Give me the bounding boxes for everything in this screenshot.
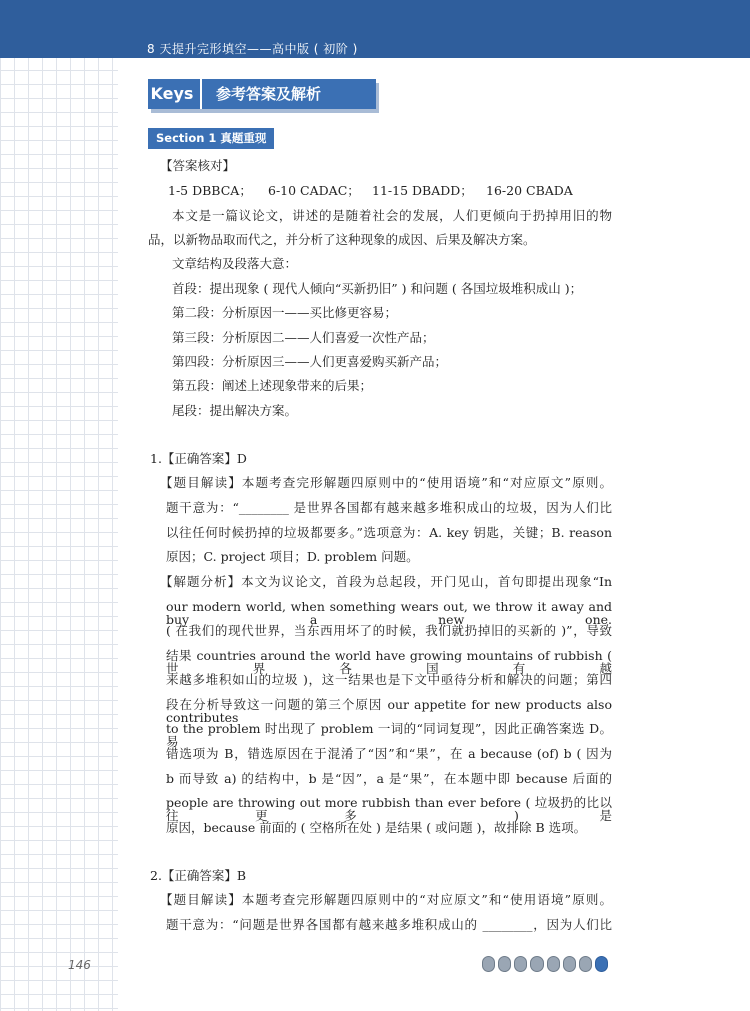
- keys-label: Keys: [150, 84, 194, 103]
- answers-heading: 【答案核对】: [160, 158, 236, 173]
- q2-answer: 2.【正确答案】B: [150, 868, 247, 883]
- intro-line: 本文是一篇议论文，讲述的是随着社会的发展，人们更倾向于扔掉用旧的物: [172, 208, 612, 223]
- structure-item: 第二段：分析原因一——买比修更容易；: [172, 305, 398, 320]
- keys-banner: [148, 79, 376, 109]
- structure-item: 第五段：阐述上述现象带来的后果；: [172, 378, 373, 393]
- structure-item: 尾段：提出解决方案。: [172, 403, 298, 418]
- q2-line: 题干意为：“问题是世界各国都有越来越多堆积成山的 ________，因为人们比: [166, 917, 612, 932]
- q1-line: 【题目解读】本题考查完形解题四原则中的“使用语境”和“对应原文”原则。: [160, 475, 612, 490]
- q1-line: 结果 countries around the world have growing mountains of rubbish ( 世界各国有越: [166, 648, 612, 676]
- decor-icon: [563, 956, 576, 972]
- q1-line: 段在分析导致这一问题的第三个原因 our appetite for new products also contributes: [166, 697, 612, 725]
- decor-icon: [579, 956, 592, 972]
- q1-line: 错选项为 B，错选原因在于混淆了“因”和“果”，在 a because (of) b ( 因为: [166, 746, 612, 761]
- structure-item: 首段：提出现象 ( 现代人倾向“买新扔旧” ) 和问题 ( 各国垃圾堆积成山 )；: [172, 281, 583, 296]
- q1-line: 原因，because 前面的 ( 空格所在处 ) 是结果 ( 或问题 )，故排除 B 选项。: [166, 820, 587, 835]
- decorative-icons: [482, 955, 608, 973]
- structure-heading: 文章结构及段落大意：: [172, 256, 298, 271]
- q1-line: b 而导致 a) 的结构中，b 是“因”，a 是“果”，在本题中即 because 后面的: [166, 771, 612, 786]
- intro-line: 品，以新物品取而代之，并分析了这种现象的成因、后果及解决方案。: [148, 232, 536, 247]
- q1-line: ( 在我们的现代世界，当东西用坏了的时候，我们就扔掉旧的买新的 )”，导致: [166, 623, 612, 638]
- answer-group: 11-15 DBADD；: [372, 183, 473, 198]
- q1-line: people are throwing out more rubbish than ever before ( 垃圾扔的比以往更多 ) 是: [166, 795, 612, 823]
- q1-line: 以往任何时候扔掉的垃圾都要多。”选项意为：A. key 钥匙，关键；B. reason: [166, 525, 612, 540]
- q1-line: 原因；C. project 项目；D. problem 问题。: [166, 549, 419, 564]
- q1-line: 来越多堆积如山的垃圾 )，这一结果也是下文中亟待分析和解决的问题；第四: [166, 672, 612, 687]
- q1-answer: 1.【正确答案】D: [150, 451, 247, 466]
- answer-group: 16-20 CBADA: [486, 183, 573, 198]
- answer-group: 1-5 DBBCA；: [168, 183, 252, 198]
- decor-icon: [482, 956, 495, 972]
- section-tag: Section 1 真题重现: [148, 128, 274, 149]
- keys-title: 参考答案及解析: [216, 85, 322, 103]
- answer-group: 6-10 CADAC；: [268, 183, 360, 198]
- decor-icon: [595, 956, 608, 972]
- header-bar: [0, 0, 750, 58]
- q1-line: 【解题分析】本文为议论文，首段为总起段，开门见山，首句即提出现象“In: [160, 574, 612, 589]
- q1-line: 题干意为：“________ 是世界各国都有越来越多堆积成山的垃圾，因为人们比: [166, 500, 612, 515]
- q2-line: 【题目解读】本题考查完形解题四原则中的“对应原文”和“使用语境”原则。: [160, 892, 612, 907]
- keys-divider: [200, 79, 202, 109]
- page-number: 146: [68, 958, 91, 972]
- structure-item: 第三段：分析原因二——人们喜爱一次性产品；: [172, 330, 435, 345]
- decor-icon: [547, 956, 560, 972]
- decor-icon: [514, 956, 527, 972]
- q1-line: to the problem 时出现了 problem 一词的“同词复现”，因此正确答案选 D。易: [166, 721, 612, 749]
- decor-icon: [498, 956, 511, 972]
- q1-line: our modern world, when something wears out, we throw it away and buy a new one.: [166, 599, 612, 627]
- decor-icon: [530, 956, 543, 972]
- book-title: 8 天提升完形填空——高中版 ( 初阶 ): [147, 42, 358, 56]
- structure-item: 第四段：分析原因三——人们更喜爱购买新产品；: [172, 354, 448, 369]
